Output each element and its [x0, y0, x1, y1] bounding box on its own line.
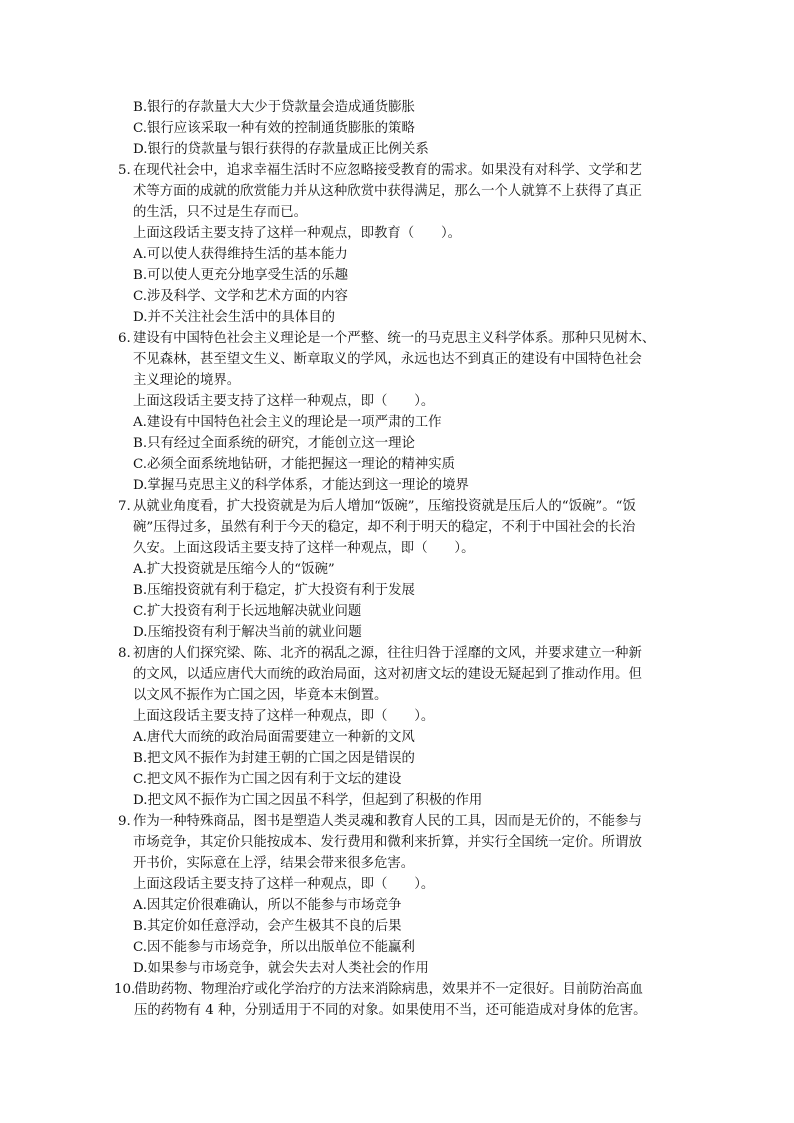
question-stem-line: 市场竞争，其定价只能按成本、发行费用和微利来折算，并实行全国统一定价。所谓放 — [133, 835, 642, 850]
question-stem-line: 开书价，实际意在上浮，结果会带来很多危害。 — [133, 856, 415, 871]
option-line: D.掌握马克思主义的科学体系，才能达到这一理论的境界 — [133, 478, 469, 493]
option-line: A.扩大投资就是压缩今人的“饭碗” — [133, 562, 335, 577]
option-line: A.建设有中国特色社会主义的理论是一项严肃的工作 — [133, 415, 442, 430]
question-stem-line: 术等方面的成就的欣赏能力并从这种欣赏中获得满足，那么一个人就算不上获得了真正 — [133, 184, 642, 199]
option-line: C.扩大投资有利于长远地解决就业问题 — [133, 604, 362, 619]
question-stem-line: 碗”压得过多，虽然有利于今天的稳定，却不利于明天的稳定，不利于中国社会的长治 — [133, 520, 636, 535]
question-prompt: 上面这段话主要支持了这样一种观点，即（ ）。 — [133, 877, 435, 892]
question-number: 9. — [118, 814, 131, 829]
option-line: B.其定价如任意浮动，会产生极其不良的后果 — [133, 919, 402, 934]
question-stem-line: 7. 从就业角度看，扩大投资就是为后人增加“饭碗”，压缩投资就是压后人的“饭碗”。“饭 — [118, 496, 678, 517]
option-line: D.并不关注社会生活中的具体目的 — [133, 310, 335, 325]
question-stem-line: 的生活，只不过是生存而已。 — [133, 205, 308, 220]
question-stem-line: 久安。上面这段话主要支持了这样一种观点，即（ ）。 — [133, 541, 475, 556]
option-line: B.可以使人更充分地享受生活的乐趣 — [133, 268, 348, 283]
question-prompt: 上面这段话主要支持了这样一种观点，即（ ）。 — [133, 394, 435, 409]
question-number: 5. — [118, 163, 131, 178]
option-line: D.银行的贷款量与银行获得的存款量成正比例关系 — [133, 142, 429, 157]
option-line: D.如果参与市场竞争，就会失去对人类社会的作用 — [133, 961, 429, 976]
question-stem-line: 的文风，以适应唐代大而统的政治局面，这对初唐文坛的建设无疑起到了推动作用。但 — [133, 667, 642, 682]
option-line: C.必须全面系统地钻研，才能把握这一理论的精神实质 — [133, 457, 456, 472]
question-stem-line: 主义理论的境界。 — [133, 373, 241, 388]
question-list — [114, 97, 678, 1021]
option-line: B.把文风不振作为封建王朝的亡国之因是错误的 — [133, 751, 415, 766]
option-line: C.银行应该采取一种有效的控制通货膨胀的策略 — [133, 121, 415, 136]
option-line: A.唐代大而统的政治局面需要建立一种新的文风 — [133, 730, 415, 745]
option-line: C.把文风不振作为亡国之因有利于文坛的建设 — [133, 772, 402, 787]
question-number: 7. — [118, 499, 131, 514]
question-number: 10. — [114, 982, 136, 997]
question-stem-line: 压的药物有 4 种，分别适用于不同的对象。如果使用不当，还可能造成对身体的危害。 — [134, 1003, 647, 1018]
question-stem-line: 以文风不振作为亡国之因，毕竟本末倒置。 — [133, 688, 388, 703]
question-stem-line: 8. 初唐的人们探究梁、陈、北齐的祸乱之源，往往归咎于淫靡的文风，并要求建立一种新 — [118, 643, 678, 664]
question-prompt: 上面这段话主要支持了这样一种观点，即（ ）。 — [133, 709, 435, 724]
question-stem-line: 10. 借助药物、物理治疗或化学治疗的方法来消除病患，效果并不一定很好。目前防治高血 — [118, 979, 678, 1000]
question-number: 8. — [118, 646, 131, 661]
option-line: B.只有经过全面系统的研究，才能创立这一理论 — [133, 436, 415, 451]
option-line: D.压缩投资有利于解决当前的就业问题 — [133, 625, 362, 640]
question-number: 6. — [118, 331, 131, 346]
question-prompt: 上面这段话主要支持了这样一种观点，即教育（ ）。 — [133, 226, 462, 241]
option-line: D.把文风不振作为亡国之因虽不科学，但起到了积极的作用 — [133, 793, 483, 808]
option-line: A.因其定价很难确认，所以不能参与市场竞争 — [133, 898, 402, 913]
question-stem-line: 5. 在现代社会中，追求幸福生活时不应忽略接受教育的需求。如果没有对科学、文学和艺 — [118, 160, 678, 181]
question-stem-line: 6. 建设有中国特色社会主义理论是一个严整、统一的马克思主义科学体系。那种只见树木、 — [118, 328, 678, 349]
option-line: B.压缩投资就有利于稳定，扩大投资有利于发展 — [133, 583, 415, 598]
question-stem-line: 9. 作为一种特殊商品，图书是塑造人类灵魂和教育人民的工具，因而是无价的，不能参与 — [118, 811, 678, 832]
question-stem-line: 不见森林，甚至望文生义、断章取义的学风，永远也达不到真正的建设有中国特色社会 — [133, 352, 642, 367]
option-line: A.可以使人获得维持生活的基本能力 — [133, 247, 348, 262]
option-line: C.涉及科学、文学和艺术方面的内容 — [133, 289, 348, 304]
option-line: B.银行的存款量大大少于贷款量会造成通货膨胀 — [133, 100, 415, 115]
option-line: C.因不能参与市场竞争，所以出版单位不能赢利 — [133, 940, 415, 955]
